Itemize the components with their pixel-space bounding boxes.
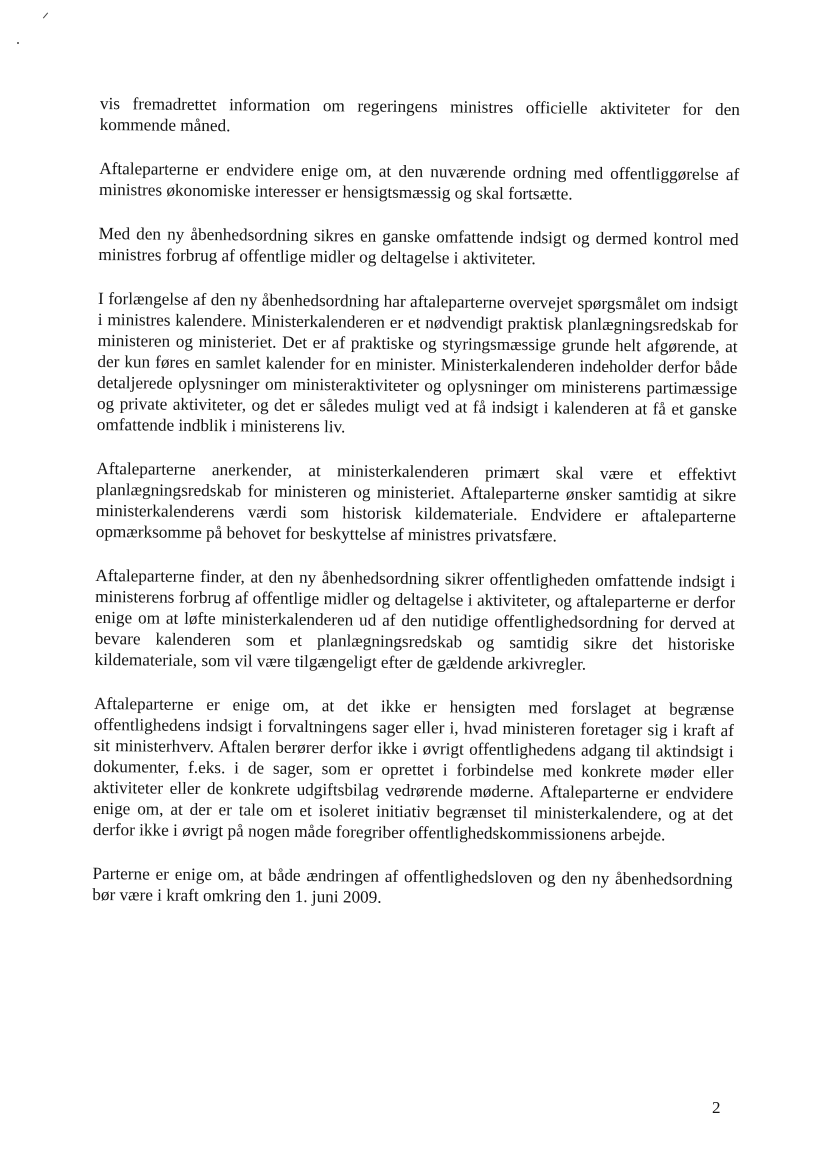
document-body xyxy=(92,93,740,934)
paragraph: Parterne er enige om, at både ændringen af offentlighedsloven og den ny åbenhedsordning bør være i kraft omkring den 1. juni 2009. xyxy=(92,863,733,907)
paragraph: vis fremadrettet information om regeringens ministres officielle aktiviteter for den kommende måned. xyxy=(99,93,740,136)
scan-speck xyxy=(17,42,19,44)
paragraph: Aftaleparterne er enige om, at det ikke er hensigten med forslaget at begrænse offentlighedens indsigt i forvaltningens sager eller i, hvad ministeren foretager sig i kraft af sit ministerhverv. Aftalen berører derfor ikke i øvrigt offentlighedens adgang til aktindsigt i dokumenter, f.eks. i de sager, som er oprettet i forbindelse med konkrete møder eller aktiviteter eller de konkrete udgiftsbilag vedrørende møderne. Aftaleparterne er endvidere enige om, at der er tale om et isoleret initiativ begrænset til ministerkalendere, og at det derfor ikke i øvrigt på nogen måde foregriber offentlighedskommissionens arbejde. xyxy=(92,693,735,845)
paragraph: Aftaleparterne er endvidere enige om, at den nuværende ordning med offentliggørelse af ministres økonomiske interesser er hensigtsmæssig og skal fortsætte. xyxy=(98,158,740,204)
page-number: 2 xyxy=(712,1098,721,1117)
paragraph: I forlængelse af den ny åbenhedsordning har aftaleparterne overvejet spørgsmålet om indsigt i ministres kalendere. Ministerkalenderen er et nødvendigt praktisk planlægningsredskab for ministeren og ministeriet. Det er af praktiske og styringsmæssige grunde helt afgørende, at der kun føres en samlet kalender for en minister. Ministerkalenderen indeholder derfor både detaljerede oplysninger om ministeraktiviteter og oplysninger om ministerens partimæssige og private aktiviteter, og det er således muligt ved at få indsigt i kalenderen at få et ganske omfattende indblik i ministerens liv. xyxy=(96,288,739,437)
scan-speck xyxy=(43,12,48,18)
paragraph: Aftaleparterne finder, at den ny åbenhedsordning sikrer offentligheden omfattende indsigt i ministerens forbrug af offentlige midler og deltagelse i aktiviteter, og aftaleparterne er derfor enige om at løfte ministerkalenderen ud af den nutidige offentlighedsordning for derved at bevare kalenderen som et planlægningsredskab og samtidig sikre det historiske kildemateriale, som vil være tilgængeligt efter de gældende arkivregler. xyxy=(94,565,736,674)
paragraph: Med den ny åbenhedsordning sikres en ganske omfattende indsigt og dermed kontrol med ministres forbrug af offentlige midler og deltagelse i aktiviteter. xyxy=(98,223,739,269)
paragraph: Aftaleparterne anerkender, at ministerkalenderen primært skal være et effektivt planlægningsredskab for ministeren og ministeriet. Aftaleparterne ønsker samtidig at sikre ministerkalenderens værdi som historisk kildemateriale. Endvidere er aftaleparterne opmærksomme på behovet for beskyttelse af ministres privatsfære. xyxy=(95,458,737,546)
